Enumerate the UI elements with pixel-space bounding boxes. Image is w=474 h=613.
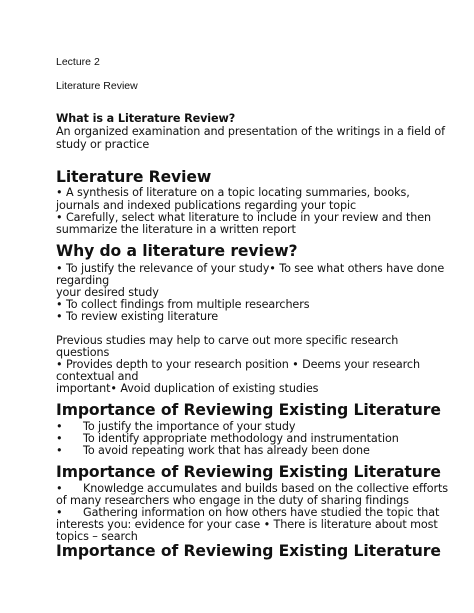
paragraph-line: • A synthesis of literature on a topic locating summaries, books,: [56, 186, 410, 199]
paragraph-line: regarding: [56, 274, 110, 287]
paragraph-line: • Carefully, select what literature to include in your review and then: [56, 211, 432, 224]
what-is-answer-line: An organized examination and presentation of the writings in a field of: [56, 125, 445, 138]
paragraph-line: contextual and: [56, 370, 139, 383]
bullet: •: [56, 482, 63, 495]
list-item-text: To justify the importance of your study: [83, 420, 296, 433]
list-item: [56, 444, 370, 457]
what-is-answer-line: study or practice: [56, 138, 150, 151]
section-heading-importance: Importance of Reviewing Existing Literature: [56, 542, 441, 560]
paragraph-line: Previous studies may help to carve out more specific research: [56, 334, 399, 347]
paragraph-line: • To collect findings from multiple researchers: [56, 298, 310, 311]
paragraph-line: questions: [56, 346, 110, 359]
section-heading-importance: Importance of Reviewing Existing Literature: [56, 463, 441, 481]
list-item-text: Gathering information on how others have studied the topic that: [83, 506, 440, 519]
list-item-text: To avoid repeating work that has already been done: [83, 444, 370, 457]
list-item-text: To identify appropriate methodology and instrumentation: [83, 432, 399, 445]
topic-label: Literature Review: [56, 80, 138, 92]
paragraph-line: summarize the literature in a written report: [56, 223, 296, 236]
paragraph-line: important• Avoid duplication of existing studies: [56, 382, 319, 395]
list-item-text: Knowledge accumulates and builds based on the collective efforts: [83, 482, 448, 495]
paragraph-line: journals and indexed publications regarding your topic: [56, 199, 357, 212]
bullet: •: [56, 420, 63, 433]
bullet: •: [56, 444, 63, 457]
list-item-continuation: interests you: evidence for your case • There is literature about most: [56, 518, 438, 531]
bullet: •: [56, 432, 63, 445]
list-item-continuation: topics – search: [56, 530, 138, 543]
what-is-question: What is a Literature Review?: [56, 112, 236, 125]
section-heading-literature-review: Literature Review: [56, 168, 212, 186]
lecture-label: Lecture 2: [56, 56, 100, 68]
list-item-continuation: of many researchers who engage in the duty of sharing findings: [56, 494, 409, 507]
paragraph-line: • To review existing literature: [56, 310, 219, 323]
paragraph-line: your desired study: [56, 286, 159, 299]
section-heading-importance: Importance of Reviewing Existing Literature: [56, 401, 441, 419]
bullet: •: [56, 506, 63, 519]
section-heading-why: Why do a literature review?: [56, 242, 298, 260]
paragraph-line: • Provides depth to your research position • Deems your research: [56, 358, 420, 371]
paragraph-line: • To justify the relevance of your study• To see what others have done: [56, 262, 445, 275]
